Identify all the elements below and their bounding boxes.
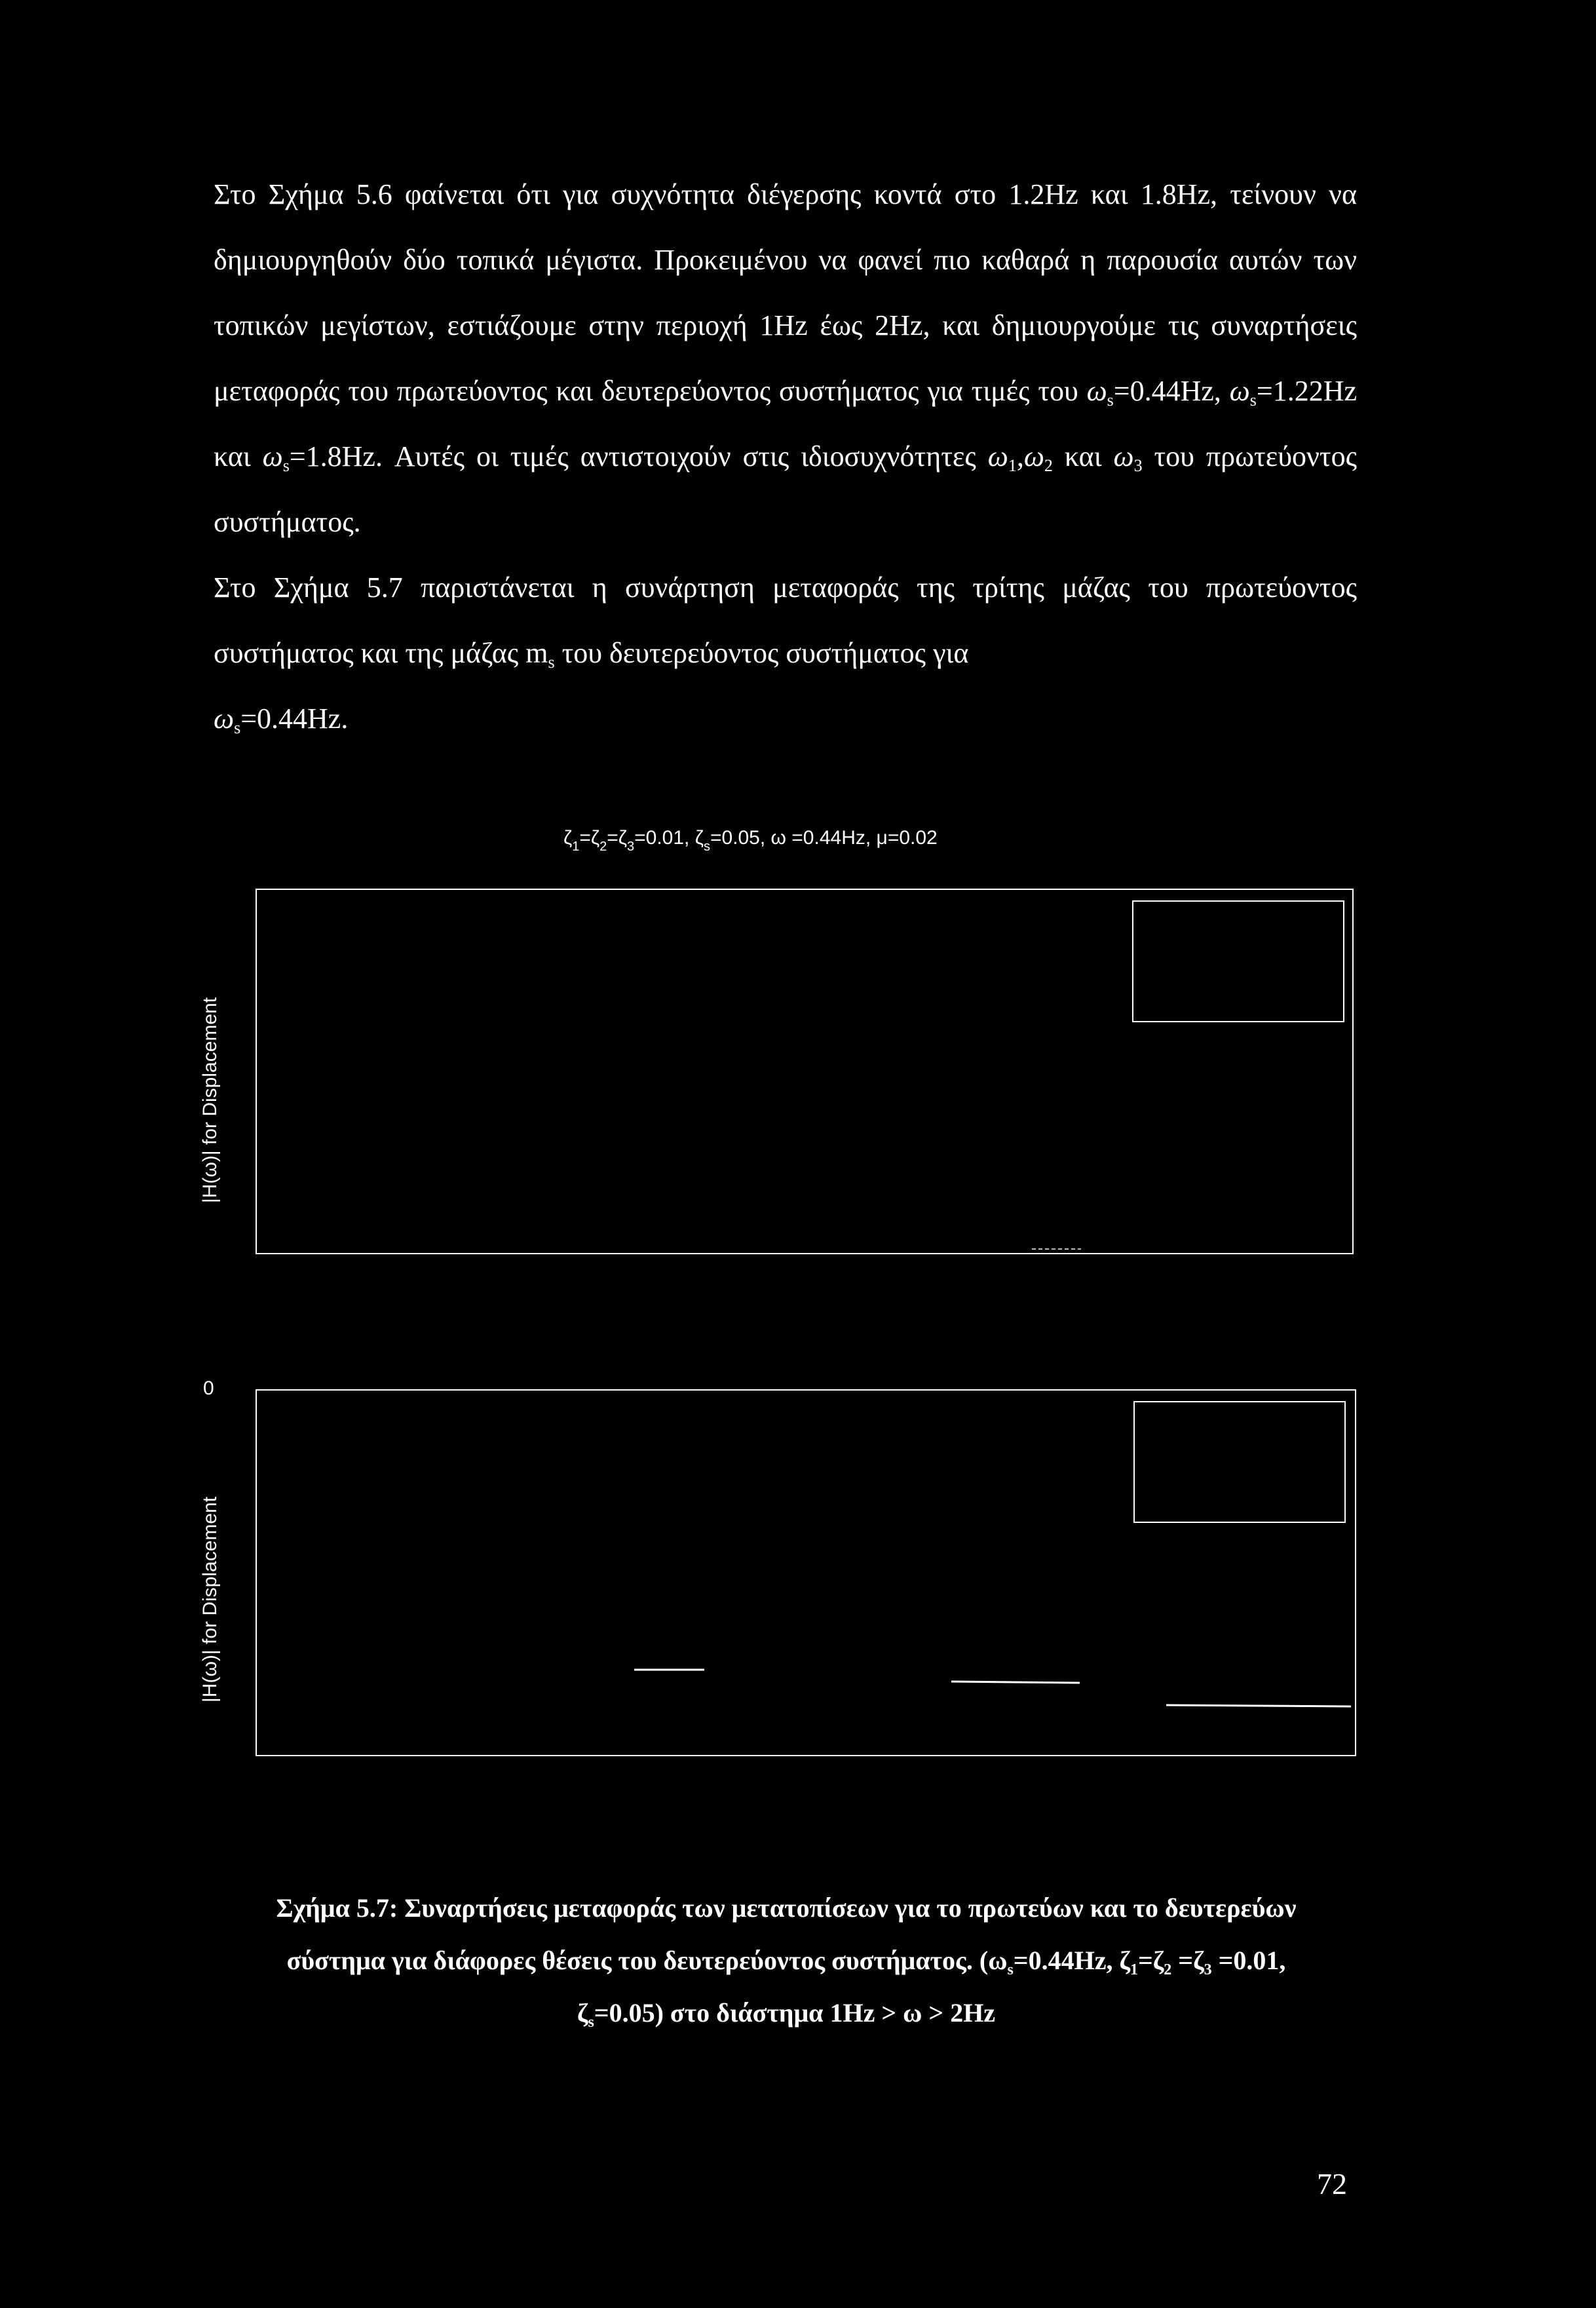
- plot2-trace-3: [1166, 1705, 1351, 1706]
- figure-caption: Σχήμα 5.7: Συναρτήσεις μεταφοράς των μετατοπίσεων για το πρωτεύων και το δευτερεύων σύστημα για διάφορες θέσεις του δευτερεύοντος συστήματος. ($\omega_s=0.44Hz$, $\zeta_1=\zeta_2 =\zeta_3 =0.01$, $\zeta_s=0.05$) στο διάστημα 1Hz > ω > 2Hz: [276, 1893, 1297, 2031]
- page-number: 72: [1317, 2167, 1347, 2201]
- paragraph-2: Στο Σχήμα 5.7 παριστάνεται η συνάρτηση μεταφοράς της τρίτης μάζας του πρωτεύοντος συστήματος και της μάζας $m_s$ του δευτερεύοντος συστήματος για $\omega_s=0.44Hz$.: [214, 571, 1357, 737]
- plot2-ytick-zero: 0: [203, 1377, 214, 1399]
- plot2-trace-2: [951, 1682, 1080, 1683]
- plot-title: $\zeta_1=\zeta_2=\zeta_3=0.01$, $\zeta_s=0.05$, ω =0.44Hz, μ=0.02: [563, 827, 938, 854]
- plot2-ylabel: |H(ω)| for Displacement: [199, 1496, 221, 1702]
- paragraph-1: Στο Σχήμα 5.6 φαίνεται ότι για συχνότητα διέγερσης κοντά στο 1.2Hz και 1.8Hz, τείνουν να δημιουργηθούν δύο τοπικά μέγιστα. Προκειμένου να φανεί πιο καθαρά η παρουσία αυτών των τοπικών μεγίστων, εστιάζουμε στην περιοχή 1Hz έως 2Hz, και δημιουργούμε τις συναρτήσεις μεταφοράς του πρωτεύοντος και δευτερεύοντος συστήματος για τιμές του $\omega_s=0.44Hz$, $\omega_s=1.22Hz$ και $\omega_s=1.8Hz$. Αυτές οι τιμές αντιστοιχούν στις ιδιοσυχνότητες $\omega_1,\omega_2$ και $\omega_3$ του πρωτεύοντος συστήματος.: [214, 178, 1357, 538]
- plot1-ylabel: |H(ω)| for Displacement: [199, 997, 221, 1203]
